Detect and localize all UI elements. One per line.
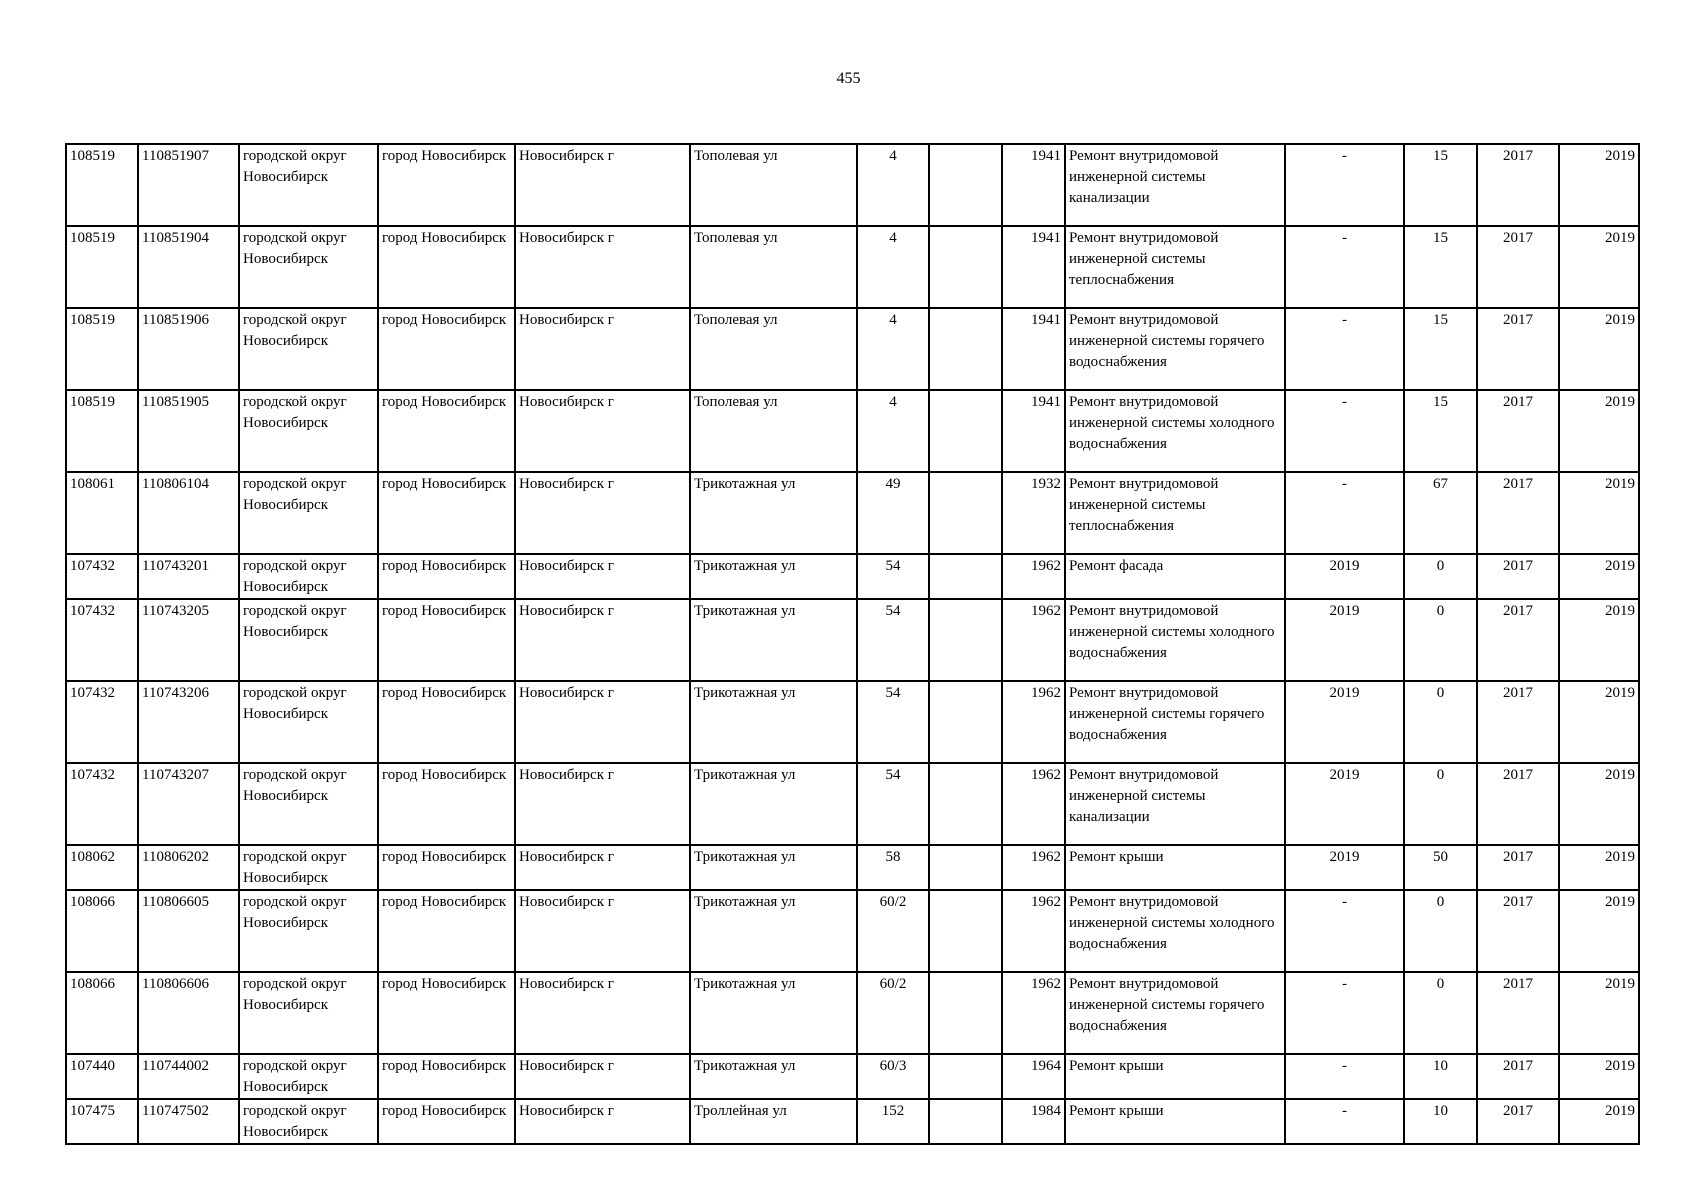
cell-build-year: 1962 [1002,681,1065,763]
cell-wear-percent: 15 [1404,390,1477,472]
cell-municipal-district: городской округ Новосибирск [239,390,378,472]
cell-settlement: город Новосибирск [378,554,515,599]
cell-work-type: Ремонт внутридомовой инженерной системы холодного водоснабжения [1065,599,1285,681]
cell-registry-id: 107432 [66,681,138,763]
cell-locality: Новосибирск г [515,763,690,845]
cell-build-year: 1964 [1002,1054,1065,1099]
cell-period-start: 2017 [1477,554,1559,599]
table-row [66,1099,1639,1144]
cell-locality: Новосибирск г [515,1054,690,1099]
cell-build-year: 1962 [1002,972,1065,1054]
cell-wear-percent: 10 [1404,1054,1477,1099]
cell-locality: Новосибирск г [515,972,690,1054]
cell-settlement: город Новосибирск [378,472,515,554]
cell-municipal-district: городской округ Новосибирск [239,763,378,845]
cell-object-id: 110851905 [138,390,239,472]
cell-settlement: город Новосибирск [378,763,515,845]
cell-registry-id: 107475 [66,1099,138,1144]
cell-period-end: 2019 [1559,972,1639,1054]
cell-build-year: 1962 [1002,554,1065,599]
cell-street: Трикотажная ул [690,554,857,599]
cell-building [929,308,1002,390]
cell-street: Трикотажная ул [690,845,857,890]
cell-work-type: Ремонт внутридомовой инженерной системы горячего водоснабжения [1065,308,1285,390]
cell-planned-year: - [1285,972,1404,1054]
cell-municipal-district: городской округ Новосибирск [239,972,378,1054]
cell-build-year: 1962 [1002,890,1065,972]
cell-period-start: 2017 [1477,845,1559,890]
cell-house-number: 4 [857,226,929,308]
cell-wear-percent: 0 [1404,681,1477,763]
cell-registry-id: 108519 [66,308,138,390]
cell-period-start: 2017 [1477,226,1559,308]
cell-object-id: 110747502 [138,1099,239,1144]
cell-street: Трикотажная ул [690,681,857,763]
cell-build-year: 1962 [1002,845,1065,890]
cell-house-number: 60/2 [857,890,929,972]
cell-object-id: 110806202 [138,845,239,890]
cell-work-type: Ремонт внутридомовой инженерной системы холодного водоснабжения [1065,890,1285,972]
cell-building [929,681,1002,763]
cell-settlement: город Новосибирск [378,390,515,472]
table-row [66,890,1639,972]
cell-street: Трикотажная ул [690,1054,857,1099]
cell-period-start: 2017 [1477,308,1559,390]
cell-planned-year: - [1285,890,1404,972]
cell-wear-percent: 67 [1404,472,1477,554]
cell-work-type: Ремонт крыши [1065,845,1285,890]
cell-street: Трикотажная ул [690,472,857,554]
cell-wear-percent: 15 [1404,226,1477,308]
page-number: 455 [836,70,861,87]
cell-build-year: 1932 [1002,472,1065,554]
cell-house-number: 54 [857,554,929,599]
cell-wear-percent: 0 [1404,890,1477,972]
cell-planned-year: 2019 [1285,681,1404,763]
cell-planned-year: 2019 [1285,599,1404,681]
cell-locality: Новосибирск г [515,599,690,681]
cell-settlement: город Новосибирск [378,308,515,390]
cell-period-end: 2019 [1559,763,1639,845]
cell-planned-year: - [1285,1054,1404,1099]
table-row [66,763,1639,845]
cell-municipal-district: городской округ Новосибирск [239,845,378,890]
cell-wear-percent: 10 [1404,1099,1477,1144]
cell-planned-year: 2019 [1285,554,1404,599]
cell-object-id: 110743201 [138,554,239,599]
table-row [66,972,1639,1054]
cell-settlement: город Новосибирск [378,599,515,681]
cell-building [929,763,1002,845]
cell-registry-id: 107432 [66,763,138,845]
cell-period-start: 2017 [1477,763,1559,845]
cell-street: Трикотажная ул [690,763,857,845]
cell-build-year: 1941 [1002,390,1065,472]
cell-period-start: 2017 [1477,472,1559,554]
cell-street: Тополевая ул [690,390,857,472]
table-row [66,554,1639,599]
cell-planned-year: - [1285,472,1404,554]
cell-street: Тополевая ул [690,226,857,308]
cell-object-id: 110743207 [138,763,239,845]
cell-building [929,1054,1002,1099]
cell-object-id: 110743205 [138,599,239,681]
table-row [66,472,1639,554]
cell-locality: Новосибирск г [515,472,690,554]
cell-wear-percent: 0 [1404,972,1477,1054]
cell-work-type: Ремонт крыши [1065,1099,1285,1144]
cell-locality: Новосибирск г [515,226,690,308]
cell-period-start: 2017 [1477,390,1559,472]
cell-house-number: 152 [857,1099,929,1144]
cell-object-id: 110851904 [138,226,239,308]
cell-wear-percent: 0 [1404,599,1477,681]
cell-registry-id: 107440 [66,1054,138,1099]
cell-building [929,144,1002,226]
cell-period-end: 2019 [1559,845,1639,890]
cell-planned-year: - [1285,390,1404,472]
cell-wear-percent: 0 [1404,554,1477,599]
cell-period-end: 2019 [1559,681,1639,763]
cell-house-number: 58 [857,845,929,890]
cell-building [929,390,1002,472]
cell-street: Тополевая ул [690,144,857,226]
cell-work-type: Ремонт крыши [1065,1054,1285,1099]
cell-municipal-district: городской округ Новосибирск [239,890,378,972]
cell-period-end: 2019 [1559,1054,1639,1099]
cell-registry-id: 107432 [66,554,138,599]
cell-planned-year: - [1285,144,1404,226]
table-row [66,1054,1639,1099]
cell-period-end: 2019 [1559,890,1639,972]
cell-period-end: 2019 [1559,144,1639,226]
cell-municipal-district: городской округ Новосибирск [239,308,378,390]
cell-building [929,226,1002,308]
cell-build-year: 1962 [1002,599,1065,681]
cell-object-id: 110806606 [138,972,239,1054]
cell-building [929,1099,1002,1144]
cell-municipal-district: городской округ Новосибирск [239,554,378,599]
cell-settlement: город Новосибирск [378,226,515,308]
cell-locality: Новосибирск г [515,144,690,226]
cell-period-start: 2017 [1477,681,1559,763]
cell-object-id: 110744002 [138,1054,239,1099]
cell-locality: Новосибирск г [515,1099,690,1144]
cell-period-start: 2017 [1477,1054,1559,1099]
cell-build-year: 1941 [1002,226,1065,308]
cell-registry-id: 107432 [66,599,138,681]
cell-house-number: 54 [857,763,929,845]
cell-street: Трикотажная ул [690,972,857,1054]
cell-municipal-district: городской округ Новосибирск [239,472,378,554]
cell-building [929,599,1002,681]
cell-registry-id: 108066 [66,890,138,972]
cell-building [929,554,1002,599]
cell-house-number: 54 [857,681,929,763]
cell-building [929,472,1002,554]
cell-work-type: Ремонт внутридомовой инженерной системы теплоснабжения [1065,226,1285,308]
cell-registry-id: 108066 [66,972,138,1054]
cell-registry-id: 108519 [66,144,138,226]
cell-period-end: 2019 [1559,472,1639,554]
cell-locality: Новосибирск г [515,890,690,972]
cell-settlement: город Новосибирск [378,681,515,763]
cell-registry-id: 108519 [66,390,138,472]
cell-settlement: город Новосибирск [378,845,515,890]
cell-period-end: 2019 [1559,390,1639,472]
cell-planned-year: 2019 [1285,845,1404,890]
cell-settlement: город Новосибирск [378,144,515,226]
cell-settlement: город Новосибирск [378,1054,515,1099]
cell-locality: Новосибирск г [515,308,690,390]
cell-work-type: Ремонт внутридомовой инженерной системы канализации [1065,144,1285,226]
cell-locality: Новосибирск г [515,681,690,763]
cell-settlement: город Новосибирск [378,972,515,1054]
cell-wear-percent: 0 [1404,763,1477,845]
cell-settlement: город Новосибирск [378,890,515,972]
cell-wear-percent: 15 [1404,144,1477,226]
table-row [66,599,1639,681]
cell-period-start: 2017 [1477,972,1559,1054]
cell-period-end: 2019 [1559,1099,1639,1144]
cell-building [929,890,1002,972]
cell-object-id: 110743206 [138,681,239,763]
cell-planned-year: - [1285,1099,1404,1144]
cell-house-number: 4 [857,144,929,226]
cell-street: Трикотажная ул [690,599,857,681]
cell-locality: Новосибирск г [515,554,690,599]
cell-work-type: Ремонт внутридомовой инженерной системы горячего водоснабжения [1065,972,1285,1054]
cell-work-type: Ремонт внутридомовой инженерной системы канализации [1065,763,1285,845]
cell-object-id: 110851906 [138,308,239,390]
cell-period-start: 2017 [1477,144,1559,226]
cell-house-number: 54 [857,599,929,681]
cell-locality: Новосибирск г [515,390,690,472]
table-row [66,308,1639,390]
cell-work-type: Ремонт внутридомовой инженерной системы холодного водоснабжения [1065,390,1285,472]
cell-object-id: 110851907 [138,144,239,226]
cell-build-year: 1962 [1002,763,1065,845]
cell-settlement: город Новосибирск [378,1099,515,1144]
cell-street: Троллейная ул [690,1099,857,1144]
cell-municipal-district: городской округ Новосибирск [239,1099,378,1144]
cell-period-end: 2019 [1559,554,1639,599]
cell-planned-year: - [1285,226,1404,308]
cell-build-year: 1941 [1002,308,1065,390]
cell-registry-id: 108062 [66,845,138,890]
cell-municipal-district: городской округ Новосибирск [239,144,378,226]
cell-build-year: 1941 [1002,144,1065,226]
table-row [66,226,1639,308]
cell-build-year: 1984 [1002,1099,1065,1144]
cell-municipal-district: городской округ Новосибирск [239,226,378,308]
cell-period-start: 2017 [1477,1099,1559,1144]
cell-period-end: 2019 [1559,308,1639,390]
cell-house-number: 60/2 [857,972,929,1054]
cell-house-number: 60/3 [857,1054,929,1099]
cell-registry-id: 108519 [66,226,138,308]
cell-registry-id: 108061 [66,472,138,554]
cell-wear-percent: 50 [1404,845,1477,890]
cell-period-start: 2017 [1477,599,1559,681]
cell-work-type: Ремонт фасада [1065,554,1285,599]
table-row [66,390,1639,472]
table-body [66,144,1639,1144]
cell-work-type: Ремонт внутридомовой инженерной системы теплоснабжения [1065,472,1285,554]
cell-municipal-district: городской округ Новосибирск [239,681,378,763]
cell-locality: Новосибирск г [515,845,690,890]
cell-planned-year: - [1285,308,1404,390]
cell-municipal-district: городской округ Новосибирск [239,599,378,681]
cell-planned-year: 2019 [1285,763,1404,845]
cell-period-end: 2019 [1559,226,1639,308]
repair-table [65,143,1640,1145]
cell-house-number: 4 [857,390,929,472]
cell-period-start: 2017 [1477,890,1559,972]
cell-municipal-district: городской округ Новосибирск [239,1054,378,1099]
cell-object-id: 110806104 [138,472,239,554]
cell-building [929,972,1002,1054]
cell-house-number: 49 [857,472,929,554]
table-row [66,845,1639,890]
cell-street: Тополевая ул [690,308,857,390]
cell-street: Трикотажная ул [690,890,857,972]
cell-wear-percent: 15 [1404,308,1477,390]
cell-work-type: Ремонт внутридомовой инженерной системы горячего водоснабжения [1065,681,1285,763]
cell-house-number: 4 [857,308,929,390]
cell-building [929,845,1002,890]
cell-object-id: 110806605 [138,890,239,972]
table-row [66,144,1639,226]
cell-period-end: 2019 [1559,599,1639,681]
table-row [66,681,1639,763]
